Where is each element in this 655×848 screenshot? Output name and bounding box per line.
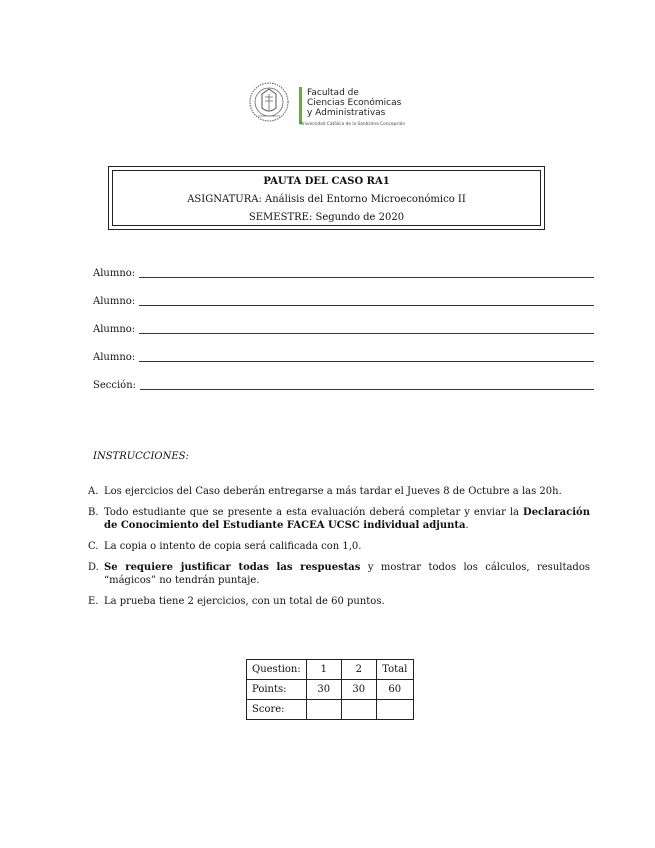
table-cell: Total — [376, 660, 413, 680]
header-box — [108, 166, 545, 230]
list-item — [88, 506, 590, 532]
table-row — [247, 680, 414, 700]
student-label: Alumno: — [93, 296, 136, 307]
list-item — [88, 561, 590, 587]
item-marker: D. — [88, 562, 99, 573]
list-item — [88, 540, 590, 553]
score-input-cell[interactable] — [306, 700, 341, 720]
list-item — [88, 595, 590, 608]
item-text: La copia o intento de copia será calificada con 1,0. — [104, 541, 362, 552]
item-text-pre: Todo estudiante que se presente a esta evaluación deberá completar y enviar la — [104, 507, 524, 518]
table-cell: 30 — [341, 680, 376, 700]
logo-text — [307, 88, 401, 118]
table-cell: Score: — [247, 700, 307, 720]
table-cell: Question: — [247, 660, 307, 680]
write-line[interactable] — [139, 305, 594, 306]
score-input-cell[interactable] — [376, 700, 413, 720]
student-label: Alumno: — [93, 352, 136, 363]
score-input-cell[interactable] — [341, 700, 376, 720]
subject-line: ASIGNATURA: Análisis del Entorno Microeconómico II — [187, 194, 466, 205]
student-field-3[interactable] — [93, 322, 594, 336]
item-marker: A. — [88, 486, 99, 497]
semester-line: SEMESTRE: Segundo de 2020 — [248, 212, 405, 223]
student-label: Alumno: — [93, 268, 136, 279]
student-field-2[interactable] — [93, 294, 594, 308]
table-cell: Points: — [247, 680, 307, 700]
table-cell: 2 — [341, 660, 376, 680]
student-label: Alumno: — [93, 324, 136, 335]
list-item — [88, 485, 590, 498]
write-line[interactable] — [140, 389, 594, 390]
item-text-bold: Declaración de Conocimiento del Estudiante FACEA UCSC individual adjunta — [104, 507, 590, 531]
write-line[interactable] — [139, 277, 594, 278]
instructions-list — [88, 485, 590, 616]
write-line[interactable] — [139, 333, 594, 334]
item-text: Los ejercicios del Caso deberán entregarse a más tardar el Jueves 8 de Octubre a las 20h. — [104, 486, 562, 497]
logo-line-2: Ciencias Económicas — [307, 98, 402, 108]
table-cell: 30 — [306, 680, 341, 700]
header-box-inner — [112, 170, 541, 226]
university-seal-icon — [248, 80, 290, 126]
section-field[interactable] — [93, 378, 594, 392]
instructions-title: INSTRUCCIONES: — [93, 451, 189, 462]
table-cell: 60 — [376, 680, 413, 700]
document-title: PAUTA DEL CASO RA1 — [263, 176, 390, 187]
item-text-post: y mostrar todos los cálculos, resultados “mágicos” no tendrán puntaje. — [104, 562, 590, 586]
logo-accent-bar — [299, 87, 302, 124]
item-text — [104, 506, 590, 532]
item-marker: C. — [88, 541, 99, 552]
table-cell: 1 — [306, 660, 341, 680]
logo-line-1: Facultad de — [307, 88, 359, 98]
item-marker: E. — [88, 596, 99, 607]
item-text-bold: Se requiere justificar todas las respuestas — [104, 562, 361, 573]
score-table — [246, 659, 414, 720]
item-marker: B. — [88, 507, 99, 518]
write-line[interactable] — [139, 361, 594, 362]
logo-university: Universidad Católica de la Santísima Concepción — [300, 122, 406, 127]
section-label: Sección: — [93, 380, 136, 391]
table-row — [247, 660, 414, 680]
student-field-4[interactable] — [93, 350, 594, 364]
logo-line-3: y Administrativas — [307, 108, 386, 118]
item-text — [104, 561, 590, 587]
student-field-1[interactable] — [93, 266, 594, 280]
faculty-logo — [248, 80, 418, 132]
table-row — [247, 700, 414, 720]
item-text: La prueba tiene 2 ejercicios, con un total de 60 puntos. — [104, 596, 385, 607]
item-text-post: . — [465, 520, 469, 531]
